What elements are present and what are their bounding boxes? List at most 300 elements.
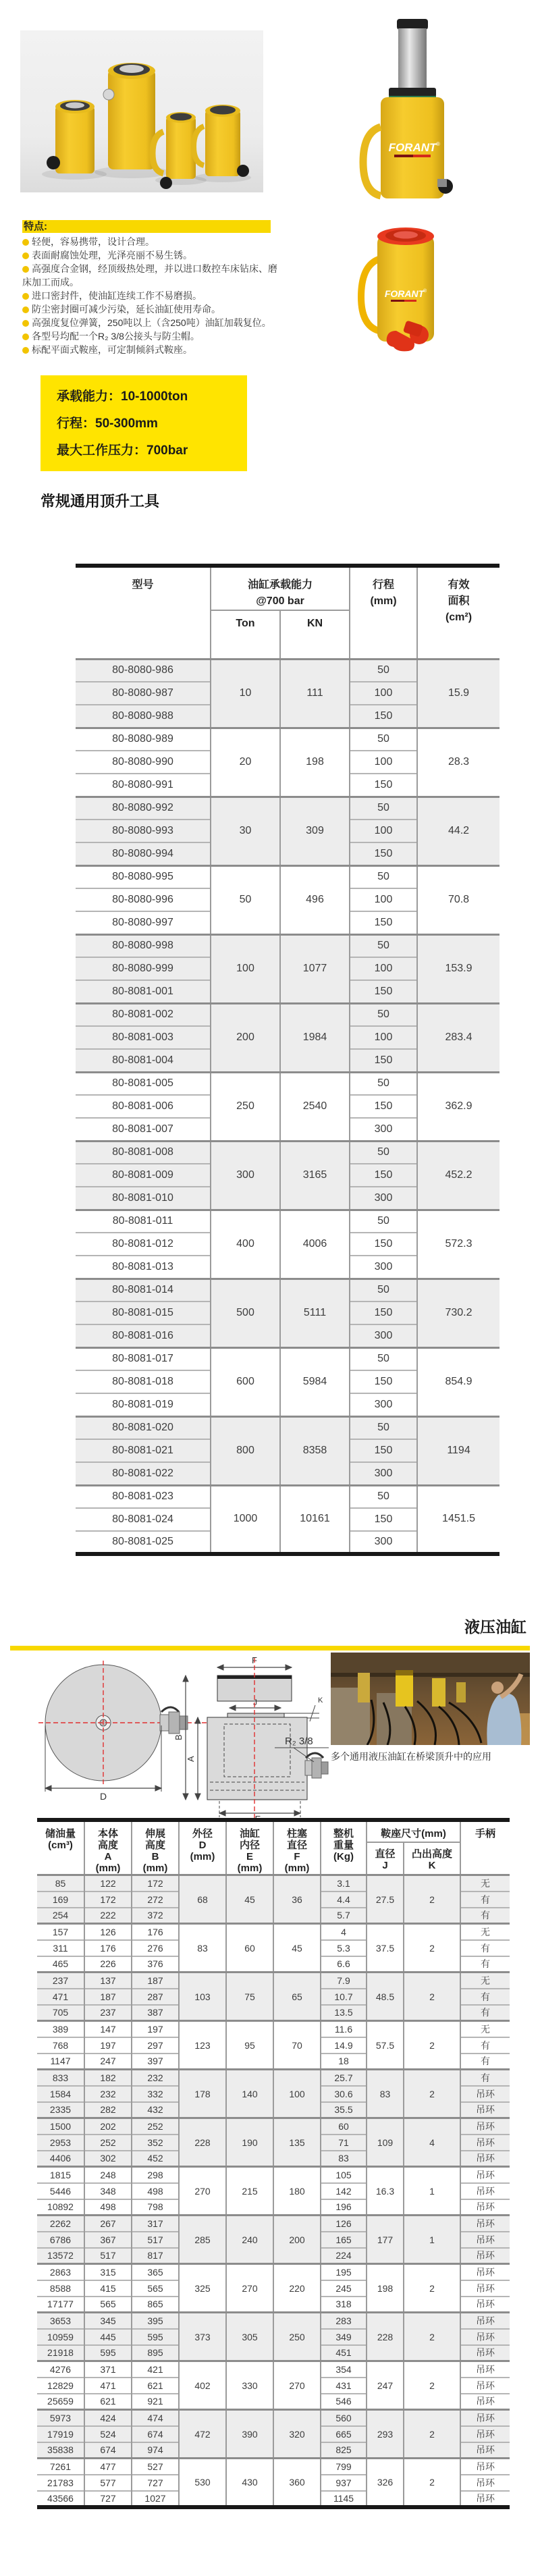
area-cell: 1451.5 bbox=[417, 1485, 500, 1554]
saddle-k-cell: 1 bbox=[404, 2216, 460, 2264]
ton-cell: 30 bbox=[211, 797, 280, 865]
height-b-cell: 352 bbox=[132, 2135, 179, 2151]
stroke-cell: 300 bbox=[350, 1531, 417, 1554]
height-a-cell: 248 bbox=[84, 2167, 132, 2183]
area-cell: 1194 bbox=[417, 1416, 500, 1485]
height-a-cell: 137 bbox=[84, 1973, 132, 1989]
feature-item: 高强度复位弹簧，250吨以上（含250吨）油缸加载复位。 bbox=[22, 316, 281, 329]
model-cell: 80-8081-005 bbox=[76, 1072, 211, 1095]
height-a-cell: 674 bbox=[84, 2442, 132, 2459]
saddle-k-cell: 2 bbox=[404, 1875, 460, 1924]
model-cell: 80-8081-022 bbox=[76, 1462, 211, 1485]
oil-volume-cell: 4406 bbox=[37, 2151, 84, 2167]
bore-e-cell: 270 bbox=[226, 2264, 273, 2313]
area-label1: 有效 bbox=[448, 579, 470, 591]
table-row bbox=[37, 2410, 510, 2426]
handle-cell: 吊环 bbox=[460, 2345, 510, 2361]
section2-title: 液压油缸 bbox=[464, 1618, 526, 1636]
height-a-cell: 126 bbox=[84, 1924, 132, 1940]
height-a-cell: 247 bbox=[84, 2054, 132, 2070]
weight-cell: 126 bbox=[321, 2216, 367, 2232]
kn-cell: 496 bbox=[280, 865, 350, 934]
height-a-cell: 282 bbox=[84, 2102, 132, 2118]
weight-cell: 825 bbox=[321, 2442, 367, 2459]
model-cell: 80-8080-999 bbox=[76, 957, 211, 980]
model-cell: 80-8081-025 bbox=[76, 1531, 211, 1554]
weight-cell: 18 bbox=[321, 2054, 367, 2070]
feature-item: 高强度合金钢，经顶级热处理，并以进口数控车床钻床、磨床加工而成。 bbox=[22, 263, 277, 288]
height-b-cell: 517 bbox=[132, 2232, 179, 2248]
ton-cell: 10 bbox=[211, 659, 280, 728]
saddle-j-cell: 247 bbox=[367, 2361, 404, 2410]
height-a-cell: 477 bbox=[84, 2459, 132, 2475]
stroke-cell: 100 bbox=[350, 682, 417, 705]
height-b-cell: 376 bbox=[132, 1956, 179, 1973]
product-photo-red-top bbox=[353, 215, 454, 356]
height-b-cell: 172 bbox=[132, 1875, 179, 1891]
features-list bbox=[22, 235, 281, 356]
area-unit: (cm²) bbox=[445, 612, 473, 623]
plunger-f-cell: 360 bbox=[273, 2459, 321, 2507]
table-row bbox=[37, 1875, 510, 1891]
model-cell: 80-8080-992 bbox=[76, 797, 211, 820]
col-bore-e bbox=[226, 1820, 273, 1875]
oil-volume-cell: 6786 bbox=[37, 2232, 84, 2248]
area-cell: 44.2 bbox=[417, 797, 500, 865]
yellow-divider bbox=[10, 1646, 530, 1651]
height-b-cell: 921 bbox=[132, 2394, 179, 2410]
stroke-cell: 50 bbox=[350, 934, 417, 957]
oil-volume-cell: 12829 bbox=[37, 2378, 84, 2394]
plunger-f-cell: 200 bbox=[273, 2216, 321, 2264]
plunger-f-cell: 100 bbox=[273, 2070, 321, 2118]
col-capacity bbox=[211, 566, 350, 610]
weight-cell: 105 bbox=[321, 2167, 367, 2183]
col-outer-d bbox=[179, 1820, 226, 1875]
handle-cell: 吊环 bbox=[460, 2426, 510, 2442]
d-unit: (mm) bbox=[190, 1851, 215, 1862]
table-row bbox=[76, 1416, 500, 1439]
brand-text: FORANT bbox=[384, 288, 425, 299]
dim-E: E bbox=[254, 1814, 261, 1823]
handle-cell: 吊环 bbox=[460, 2102, 510, 2118]
outer-d-cell: 103 bbox=[179, 1973, 226, 2021]
stroke-cell: 300 bbox=[350, 1462, 417, 1485]
handle-cell: 有 bbox=[460, 1908, 510, 1924]
col-area bbox=[417, 566, 500, 659]
feature-item: 防尘密封圈可减少污染，延长油缸使用寿命。 bbox=[22, 302, 281, 316]
oil-volume-cell: 465 bbox=[37, 1956, 84, 1973]
height-a-cell: 621 bbox=[84, 2394, 132, 2410]
k-label2: K bbox=[428, 1859, 436, 1871]
table-row bbox=[37, 2167, 510, 2183]
table1-title: 常规通用顶升工具 bbox=[40, 493, 160, 510]
model-cell: 80-8080-997 bbox=[76, 911, 211, 934]
stroke-cell: 300 bbox=[350, 1393, 417, 1416]
side-view bbox=[173, 1655, 329, 1823]
col-model: 型号 bbox=[76, 566, 211, 659]
height-b-cell: 332 bbox=[132, 2086, 179, 2102]
product-photo-piston bbox=[350, 12, 475, 208]
stroke-cell: 50 bbox=[350, 1347, 417, 1370]
weight-cell: 35.5 bbox=[321, 2102, 367, 2118]
height-a-cell: 197 bbox=[84, 2037, 132, 2054]
handle-cell: 无 bbox=[460, 1924, 510, 1940]
model-cell: 80-8081-014 bbox=[76, 1279, 211, 1302]
saddle-k-cell: 2 bbox=[404, 1973, 460, 2021]
model-cell: 80-8080-995 bbox=[76, 865, 211, 888]
handle-cell: 吊环 bbox=[460, 2378, 510, 2394]
outer-d-cell: 472 bbox=[179, 2410, 226, 2459]
handle-cell: 吊环 bbox=[460, 2216, 510, 2232]
plunger-f-cell: 250 bbox=[273, 2313, 321, 2361]
height-a-cell: 302 bbox=[84, 2151, 132, 2167]
model-cell: 80-8080-998 bbox=[76, 934, 211, 957]
saddle-k-cell: 2 bbox=[404, 2459, 460, 2507]
stroke-cell: 50 bbox=[350, 797, 417, 820]
outer-d-cell: 402 bbox=[179, 2361, 226, 2410]
oil-volume-cell: 43566 bbox=[37, 2491, 84, 2507]
weight-cell: 5.7 bbox=[321, 1908, 367, 1924]
f-unit: (mm) bbox=[284, 1862, 310, 1874]
table-row bbox=[76, 1141, 500, 1164]
bore-e-cell: 390 bbox=[226, 2410, 273, 2459]
plunger-f-cell: 180 bbox=[273, 2167, 321, 2216]
oil-volume-cell: 237 bbox=[37, 1973, 84, 1989]
feature-item: 标配平面式鞍座，可定制倾斜式鞍座。 bbox=[22, 343, 281, 356]
oil-volume-cell: 1584 bbox=[37, 2086, 84, 2102]
height-a-cell: 445 bbox=[84, 2329, 132, 2345]
height-b-cell: 395 bbox=[132, 2313, 179, 2329]
b-unit: (mm) bbox=[142, 1862, 168, 1874]
handle-cell: 吊环 bbox=[460, 2313, 510, 2329]
b-label3: B bbox=[151, 1851, 159, 1862]
area-cell: 15.9 bbox=[417, 659, 500, 728]
model-cell: 80-8081-011 bbox=[76, 1210, 211, 1233]
dim-K: K bbox=[318, 1696, 323, 1705]
oil-volume-cell: 389 bbox=[37, 2021, 84, 2037]
height-b-cell: 1027 bbox=[132, 2491, 179, 2507]
col-saddle-j bbox=[367, 1842, 404, 1875]
e-label3: E bbox=[246, 1851, 253, 1862]
height-b-cell: 727 bbox=[132, 2475, 179, 2491]
feature-item: 表面耐腐蚀处理，光泽亮丽不易生锈。 bbox=[22, 248, 281, 262]
height-a-cell: 222 bbox=[84, 1908, 132, 1924]
table-row bbox=[76, 1072, 500, 1095]
bore-e-cell: 140 bbox=[226, 2070, 273, 2118]
oil-volume-cell: 1815 bbox=[37, 2167, 84, 2183]
handle-cell: 有 bbox=[460, 1956, 510, 1973]
weight-cell: 71 bbox=[321, 2135, 367, 2151]
plunger-f-cell: 70 bbox=[273, 2021, 321, 2070]
handle-cell: 无 bbox=[460, 2021, 510, 2037]
dim-thread: R₂ 3/8 bbox=[285, 1736, 313, 1747]
height-b-cell: 372 bbox=[132, 1908, 179, 1924]
weight-cell: 7.9 bbox=[321, 1973, 367, 1989]
table-row bbox=[37, 2313, 510, 2329]
ton-cell: 20 bbox=[211, 728, 280, 797]
oil-volume-cell: 8588 bbox=[37, 2280, 84, 2297]
saddle-k-cell: 2 bbox=[404, 2361, 460, 2410]
col-handle: 手柄 bbox=[460, 1820, 510, 1875]
saddle-j-cell: 293 bbox=[367, 2410, 404, 2459]
height-a-cell: 252 bbox=[84, 2135, 132, 2151]
height-b-cell: 595 bbox=[132, 2329, 179, 2345]
a-label2: 高度 bbox=[97, 1840, 118, 1851]
stroke-cell: 300 bbox=[350, 1118, 417, 1141]
area-cell: 452.2 bbox=[417, 1141, 500, 1210]
oil-volume-cell: 2262 bbox=[37, 2216, 84, 2232]
handle-cell: 吊环 bbox=[460, 2264, 510, 2280]
saddle-j-cell: 326 bbox=[367, 2459, 404, 2507]
stroke-cell: 150 bbox=[350, 705, 417, 728]
spec-stroke: 行程：50-300mm bbox=[57, 417, 158, 431]
handle-cell: 吊环 bbox=[460, 2135, 510, 2151]
height-b-cell: 187 bbox=[132, 1973, 179, 1989]
height-a-cell: 315 bbox=[84, 2264, 132, 2280]
spec-capacity: 承载能力：10-1000ton bbox=[57, 390, 188, 404]
stroke-cell: 150 bbox=[350, 911, 417, 934]
w-unit: (Kg) bbox=[333, 1851, 354, 1862]
application-caption: 多个通用液压油缸在桥梁顶升中的应用 bbox=[331, 1751, 491, 1762]
model-cell: 80-8080-996 bbox=[76, 888, 211, 911]
k-label1: 凸出高度 bbox=[412, 1848, 453, 1860]
d-label1: 外径 bbox=[192, 1828, 213, 1840]
kn-cell: 5984 bbox=[280, 1347, 350, 1416]
oil-volume-cell: 2863 bbox=[37, 2264, 84, 2280]
jack-spec-table bbox=[76, 564, 500, 1556]
dim-B: B bbox=[173, 1734, 184, 1740]
f-label2: 直径 bbox=[286, 1840, 307, 1851]
table-row bbox=[37, 2118, 510, 2135]
model-cell: 80-8081-003 bbox=[76, 1026, 211, 1049]
stroke-cell: 50 bbox=[350, 1072, 417, 1095]
height-b-cell: 621 bbox=[132, 2378, 179, 2394]
weight-cell: 799 bbox=[321, 2459, 367, 2475]
j-label2: J bbox=[382, 1859, 388, 1871]
model-cell: 80-8081-013 bbox=[76, 1256, 211, 1279]
saddle-j-cell: 109 bbox=[367, 2118, 404, 2167]
oil-volume-cell: 169 bbox=[37, 1891, 84, 1908]
handle-cell: 吊环 bbox=[460, 2394, 510, 2410]
stroke-cell: 150 bbox=[350, 1164, 417, 1187]
stroke-cell: 50 bbox=[350, 1141, 417, 1164]
stroke-cell: 150 bbox=[350, 1095, 417, 1118]
bore-e-cell: 330 bbox=[226, 2361, 273, 2410]
plunger-f-cell: 135 bbox=[273, 2118, 321, 2167]
weight-cell: 6.6 bbox=[321, 1956, 367, 1973]
d-label2: D bbox=[198, 1840, 207, 1851]
ton-cell: 50 bbox=[211, 865, 280, 934]
saddle-j-cell: 177 bbox=[367, 2216, 404, 2264]
features-heading: 特点: bbox=[24, 221, 47, 232]
model-cell: 80-8081-002 bbox=[76, 1003, 211, 1026]
oil-volume-cell: 35838 bbox=[37, 2442, 84, 2459]
stroke-cell: 150 bbox=[350, 842, 417, 865]
bore-e-cell: 60 bbox=[226, 1924, 273, 1973]
a-label1: 本体 bbox=[97, 1828, 118, 1840]
w-label1: 整机 bbox=[333, 1828, 354, 1840]
j-label1: 直径 bbox=[375, 1848, 396, 1860]
height-b-cell: 421 bbox=[132, 2361, 179, 2378]
area-cell: 572.3 bbox=[417, 1210, 500, 1279]
plunger-f-cell: 320 bbox=[273, 2410, 321, 2459]
model-cell: 80-8081-012 bbox=[76, 1233, 211, 1256]
model-cell: 80-8081-006 bbox=[76, 1095, 211, 1118]
area-cell: 153.9 bbox=[417, 934, 500, 1003]
handle-cell: 吊环 bbox=[460, 2086, 510, 2102]
stroke-label: 行程 bbox=[373, 579, 395, 591]
saddle-k-cell: 2 bbox=[404, 2410, 460, 2459]
weight-cell: 165 bbox=[321, 2232, 367, 2248]
bullet-icon bbox=[22, 293, 29, 300]
bullet-icon bbox=[22, 266, 29, 273]
weight-cell: 451 bbox=[321, 2345, 367, 2361]
height-b-cell: 817 bbox=[132, 2248, 179, 2264]
table-row bbox=[76, 865, 500, 888]
stroke-cell: 150 bbox=[350, 1233, 417, 1256]
e-unit: (mm) bbox=[237, 1862, 263, 1874]
b-label1: 伸展 bbox=[144, 1828, 165, 1840]
ton-cell: 400 bbox=[211, 1210, 280, 1279]
saddle-j-cell: 37.5 bbox=[367, 1924, 404, 1973]
model-cell: 80-8080-989 bbox=[76, 728, 211, 751]
height-b-cell: 276 bbox=[132, 1940, 179, 1956]
bullet-icon bbox=[22, 239, 29, 246]
kn-cell: 198 bbox=[280, 728, 350, 797]
kn-cell: 4006 bbox=[280, 1210, 350, 1279]
handle-cell: 有 bbox=[460, 1940, 510, 1956]
height-a-cell: 182 bbox=[84, 2070, 132, 2086]
weight-cell: 318 bbox=[321, 2297, 367, 2313]
bore-e-cell: 305 bbox=[226, 2313, 273, 2361]
oil-volume-cell: 17919 bbox=[37, 2426, 84, 2442]
weight-cell: 25.7 bbox=[321, 2070, 367, 2086]
height-a-cell: 517 bbox=[84, 2248, 132, 2264]
stroke-cell: 100 bbox=[350, 751, 417, 774]
weight-cell: 245 bbox=[321, 2280, 367, 2297]
handle-cell: 吊环 bbox=[460, 2232, 510, 2248]
stroke-cell: 50 bbox=[350, 728, 417, 751]
ton-cell: 500 bbox=[211, 1279, 280, 1347]
model-cell: 80-8080-993 bbox=[76, 820, 211, 842]
capacity-label: 油缸承载能力 bbox=[248, 579, 313, 591]
stroke-cell: 150 bbox=[350, 1302, 417, 1324]
kn-cell: 1077 bbox=[280, 934, 350, 1003]
saddle-j-cell: 198 bbox=[367, 2264, 404, 2313]
oil-volume-cell: 833 bbox=[37, 2070, 84, 2086]
bullet-icon bbox=[22, 347, 29, 354]
oil-volume-cell: 13572 bbox=[37, 2248, 84, 2264]
handle-cell: 有 bbox=[460, 2005, 510, 2021]
stroke-cell: 150 bbox=[350, 1439, 417, 1462]
outer-d-cell: 270 bbox=[179, 2167, 226, 2216]
bore-e-cell: 45 bbox=[226, 1875, 273, 1924]
oil-volume-cell: 21918 bbox=[37, 2345, 84, 2361]
table-row bbox=[76, 1279, 500, 1302]
height-a-cell: 498 bbox=[84, 2199, 132, 2216]
bore-e-cell: 240 bbox=[226, 2216, 273, 2264]
height-b-cell: 298 bbox=[132, 2167, 179, 2183]
table-row bbox=[76, 797, 500, 820]
a-unit: (mm) bbox=[95, 1862, 121, 1874]
saddle-j-cell: 57.5 bbox=[367, 2021, 404, 2070]
plunger-f-cell: 45 bbox=[273, 1924, 321, 1973]
height-a-cell: 237 bbox=[84, 2005, 132, 2021]
height-b-cell: 474 bbox=[132, 2410, 179, 2426]
oil-volume-cell: 10959 bbox=[37, 2329, 84, 2345]
stroke-cell: 50 bbox=[350, 659, 417, 682]
height-b-cell: 895 bbox=[132, 2345, 179, 2361]
height-a-cell: 471 bbox=[84, 2378, 132, 2394]
bore-e-cell: 215 bbox=[226, 2167, 273, 2216]
bullet-icon bbox=[22, 252, 29, 259]
ton-cell: 300 bbox=[211, 1141, 280, 1210]
height-b-cell: 387 bbox=[132, 2005, 179, 2021]
jack-table-body bbox=[76, 659, 500, 1554]
oil-volume-cell: 5973 bbox=[37, 2410, 84, 2426]
height-b-cell: 287 bbox=[132, 1989, 179, 2005]
height-b-cell: 865 bbox=[132, 2297, 179, 2313]
weight-cell: 546 bbox=[321, 2394, 367, 2410]
area-cell: 283.4 bbox=[417, 1003, 500, 1072]
stroke-cell: 100 bbox=[350, 957, 417, 980]
stroke-cell: 150 bbox=[350, 980, 417, 1003]
stroke-cell: 150 bbox=[350, 774, 417, 797]
height-b-cell: 974 bbox=[132, 2442, 179, 2459]
application-photo bbox=[331, 1653, 530, 1745]
weight-cell: 937 bbox=[321, 2475, 367, 2491]
saddle-j-cell: 27.5 bbox=[367, 1875, 404, 1924]
handle-cell: 吊环 bbox=[460, 2118, 510, 2135]
f-label1: 柱塞 bbox=[286, 1828, 307, 1840]
table-row bbox=[37, 1973, 510, 1989]
handle-cell: 无 bbox=[460, 1875, 510, 1891]
height-a-cell: 348 bbox=[84, 2183, 132, 2199]
dim-D: D bbox=[99, 1791, 107, 1802]
table-row bbox=[76, 1485, 500, 1508]
handle-cell: 有 bbox=[460, 2070, 510, 2086]
oil-volume-cell: 85 bbox=[37, 1875, 84, 1891]
saddle-j-cell: 16.3 bbox=[367, 2167, 404, 2216]
model-cell: 80-8081-017 bbox=[76, 1347, 211, 1370]
saddle-j-cell: 48.5 bbox=[367, 1973, 404, 2021]
height-b-cell: 452 bbox=[132, 2151, 179, 2167]
height-b-cell: 365 bbox=[132, 2264, 179, 2280]
dimension-diagram bbox=[24, 1655, 331, 1823]
jack-spec-table-wrap bbox=[76, 564, 500, 1556]
height-b-cell: 232 bbox=[132, 2070, 179, 2086]
dimension-table bbox=[37, 1818, 510, 2509]
f-label3: F bbox=[294, 1851, 300, 1862]
oil-volume-cell: 471 bbox=[37, 1989, 84, 2005]
height-b-cell: 527 bbox=[132, 2459, 179, 2475]
handle-cell: 吊环 bbox=[460, 2151, 510, 2167]
area-cell: 854.9 bbox=[417, 1347, 500, 1416]
oil-volume-cell: 1147 bbox=[37, 2054, 84, 2070]
weight-cell: 665 bbox=[321, 2426, 367, 2442]
bore-e-cell: 75 bbox=[226, 1973, 273, 2021]
kn-cell: 10161 bbox=[280, 1485, 350, 1554]
a-label3: A bbox=[104, 1851, 112, 1862]
weight-cell: 10.7 bbox=[321, 1989, 367, 2005]
handle-cell: 吊环 bbox=[460, 2459, 510, 2475]
features-heading-bar bbox=[22, 220, 271, 233]
model-cell: 80-8081-019 bbox=[76, 1393, 211, 1416]
area-cell: 362.9 bbox=[417, 1072, 500, 1141]
weight-cell: 349 bbox=[321, 2329, 367, 2345]
handle-cell: 吊环 bbox=[460, 2297, 510, 2313]
